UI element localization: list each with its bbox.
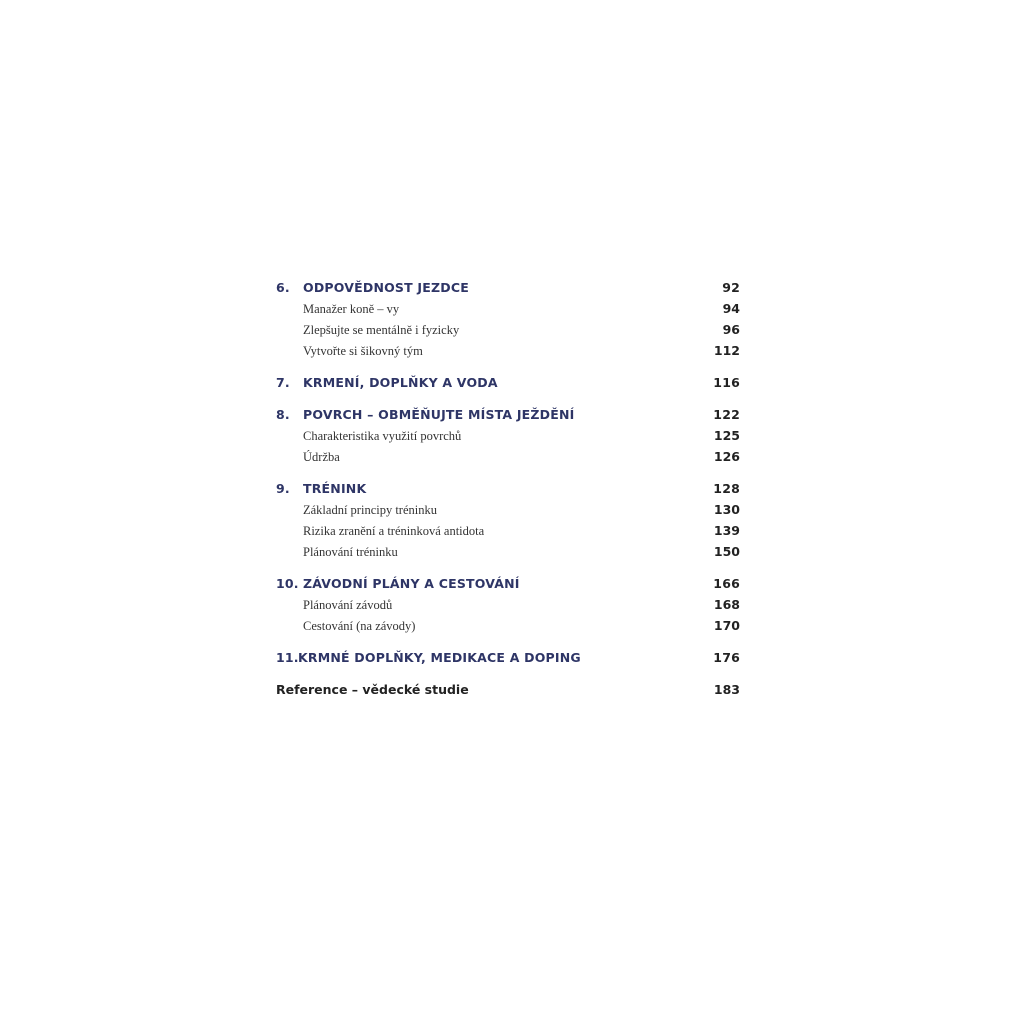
section-page-number: 170 bbox=[713, 618, 740, 633]
chapter-title: ODPOVĚDNOST JEZDCE bbox=[303, 280, 469, 295]
toc-chapter-9 bbox=[276, 481, 740, 565]
toc-chapter-8 bbox=[276, 407, 740, 470]
section-row[interactable] bbox=[276, 301, 740, 322]
chapter-title: KRMENÍ, DOPLŇKY A VODA bbox=[303, 375, 498, 390]
chapter-number: 11. bbox=[276, 650, 299, 665]
toc-chapter-6 bbox=[276, 280, 740, 364]
section-row[interactable] bbox=[276, 502, 740, 523]
section-page-number: 126 bbox=[713, 449, 740, 464]
chapter-title: POVRCH – OBMĚŇUJTE MÍSTA JEŽDĚNÍ bbox=[303, 407, 575, 422]
section-title: Vytvořte si šikovný tým bbox=[303, 344, 423, 358]
section-row[interactable] bbox=[276, 343, 740, 364]
toc-chapter-10 bbox=[276, 576, 740, 639]
section-title: Rizika zranění a tréninková antidota bbox=[303, 524, 485, 538]
section-row[interactable] bbox=[276, 523, 740, 544]
section-row[interactable] bbox=[276, 597, 740, 618]
chapter-heading-row[interactable] bbox=[276, 481, 740, 502]
section-row[interactable] bbox=[276, 618, 740, 639]
chapter-title: ZÁVODNÍ PLÁNY A CESTOVÁNÍ bbox=[303, 576, 520, 591]
chapter-number: 7. bbox=[276, 375, 290, 390]
section-page-number: 125 bbox=[713, 428, 740, 443]
section-row[interactable] bbox=[276, 322, 740, 343]
chapter-heading bbox=[276, 375, 498, 390]
chapter-heading bbox=[276, 481, 366, 496]
section-page-number: 130 bbox=[713, 502, 740, 517]
chapter-heading-row[interactable] bbox=[276, 280, 740, 301]
section-page-number: 96 bbox=[722, 322, 740, 337]
section-row[interactable] bbox=[276, 449, 740, 470]
chapter-number: 6. bbox=[276, 280, 290, 295]
reference-page-number: 183 bbox=[713, 682, 740, 697]
chapter-heading bbox=[276, 407, 575, 422]
section-title: Manažer koně – vy bbox=[303, 302, 400, 316]
section-page-number: 94 bbox=[722, 301, 740, 316]
chapter-heading bbox=[276, 576, 520, 591]
chapter-page-number: 92 bbox=[722, 280, 740, 295]
chapter-page-number: 166 bbox=[713, 576, 740, 591]
reference-title: Reference – vědecké studie bbox=[276, 682, 469, 697]
toc-reference bbox=[276, 682, 740, 703]
chapter-heading bbox=[276, 650, 581, 665]
section-title: Základní principy tréninku bbox=[303, 503, 437, 517]
section-title: Plánování závodů bbox=[303, 598, 393, 612]
section-title: Plánování tréninku bbox=[303, 545, 398, 559]
chapter-number: 8. bbox=[276, 407, 290, 422]
reference-row[interactable] bbox=[276, 682, 740, 703]
chapter-number: 9. bbox=[276, 481, 290, 496]
chapter-page-number: 176 bbox=[713, 650, 740, 665]
section-page-number: 139 bbox=[713, 523, 740, 538]
chapter-title: TRÉNINK bbox=[303, 481, 367, 496]
table-of-contents bbox=[276, 280, 740, 714]
chapter-heading-row[interactable] bbox=[276, 650, 740, 671]
section-row[interactable] bbox=[276, 544, 740, 565]
section-title: Cestování (na závody) bbox=[303, 619, 416, 633]
section-title: Zlepšujte se mentálně i fyzicky bbox=[303, 323, 460, 337]
chapter-heading bbox=[276, 280, 469, 295]
section-page-number: 168 bbox=[713, 597, 740, 612]
chapter-page-number: 116 bbox=[713, 375, 740, 390]
chapter-heading-row[interactable] bbox=[276, 407, 740, 428]
chapter-title: KRMNÉ DOPLŇKY, MEDIKACE A DOPING bbox=[298, 650, 581, 665]
chapter-heading-row[interactable] bbox=[276, 375, 740, 396]
toc-chapter-11 bbox=[276, 650, 740, 671]
section-page-number: 150 bbox=[713, 544, 740, 559]
section-title: Údržba bbox=[303, 450, 340, 464]
toc-chapter-7 bbox=[276, 375, 740, 396]
section-row[interactable] bbox=[276, 428, 740, 449]
chapter-page-number: 122 bbox=[713, 407, 740, 422]
section-title: Charakteristika využití povrchů bbox=[303, 429, 462, 443]
chapter-heading-row[interactable] bbox=[276, 576, 740, 597]
chapter-number: 10. bbox=[276, 576, 299, 591]
section-page-number: 112 bbox=[713, 343, 740, 358]
chapter-page-number: 128 bbox=[713, 481, 740, 496]
